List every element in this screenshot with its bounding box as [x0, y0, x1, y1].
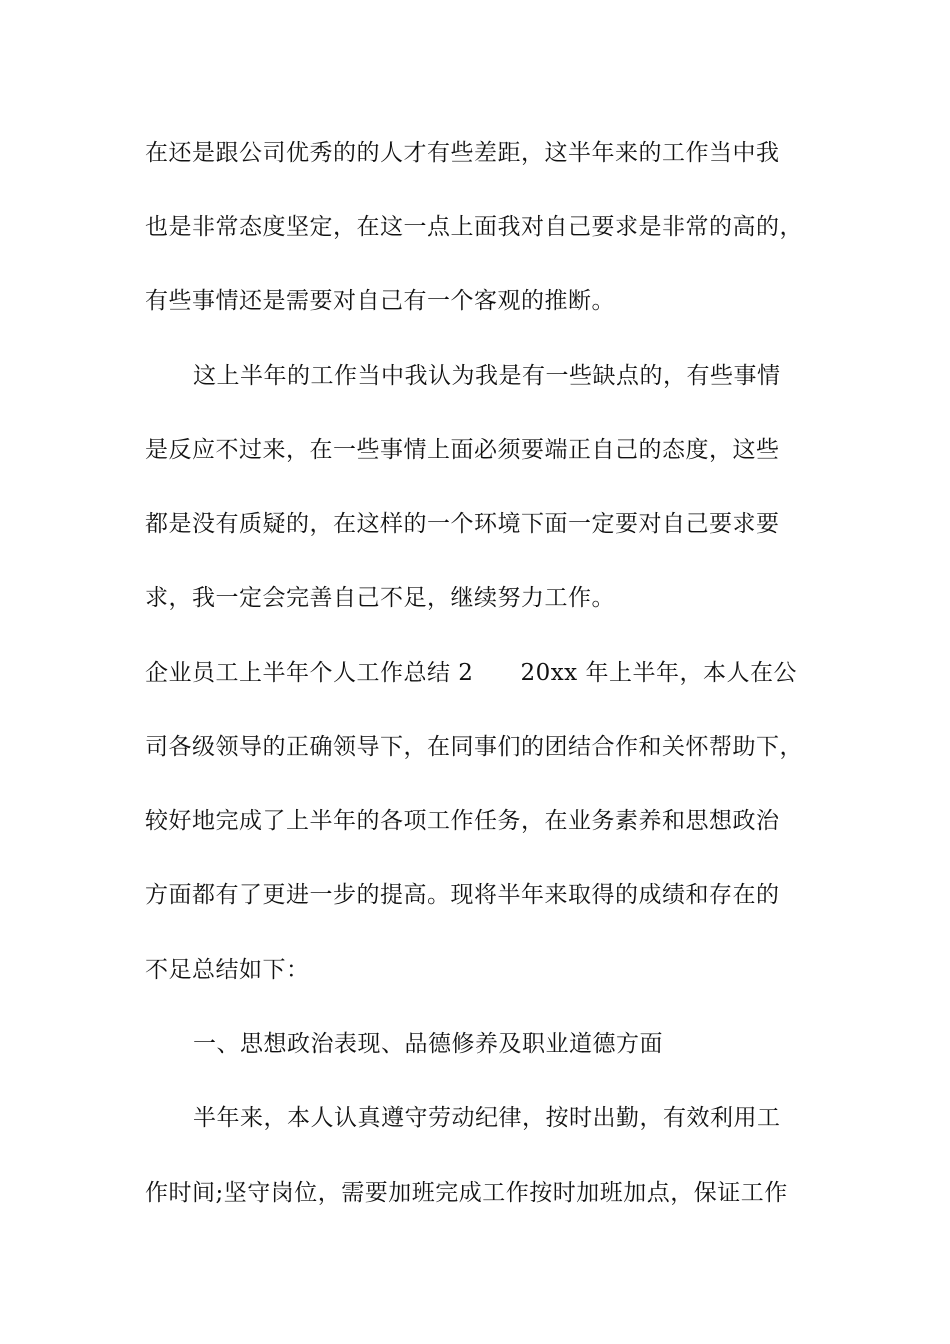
section-heading: 一、思想政治表现、品德修养及职业道德方面: [193, 1031, 663, 1057]
text-line: 是反应不过来，在一些事情上面必须要端正自己的态度，这些: [145, 437, 780, 463]
text-line: 都是没有质疑的，在这样的一个环境下面一定要对自己要求要: [145, 511, 780, 537]
text-line: 司各级领导的正确领导下，在同事们的团结合作和关怀帮助下，: [145, 734, 803, 760]
text-line: 求，我一定会完善自己不足，继续努力工作。: [145, 585, 615, 611]
section-title-line: 企业员工上半年个人工作总结 2 20xx 年上半年，本人在公: [145, 660, 797, 686]
paragraph-first-line: 这上半年的工作当中我认为我是有一些缺点的，有些事情: [193, 363, 781, 389]
text-line: 在还是跟公司优秀的的人才有些差距，这半年来的工作当中我: [145, 140, 780, 166]
text-line: 方面都有了更进一步的提高。现将半年来取得的成绩和存在的: [145, 882, 780, 908]
text-line: 有些事情还是需要对自己有一个客观的推断。: [145, 288, 615, 314]
text-line: 不足总结如下：: [145, 957, 310, 983]
text-line: 较好地完成了上半年的各项工作任务，在业务素养和思想政治: [145, 808, 780, 834]
paragraph-first-line: 半年来，本人认真遵守劳动纪律，按时出勤，有效利用工: [193, 1105, 781, 1131]
text-line: 作时间;坚守岗位，需要加班完成工作按时加班加点，保证工作: [145, 1180, 788, 1206]
text-line: 也是非常态度坚定，在这一点上面我对自己要求是非常的高的，: [145, 214, 803, 240]
